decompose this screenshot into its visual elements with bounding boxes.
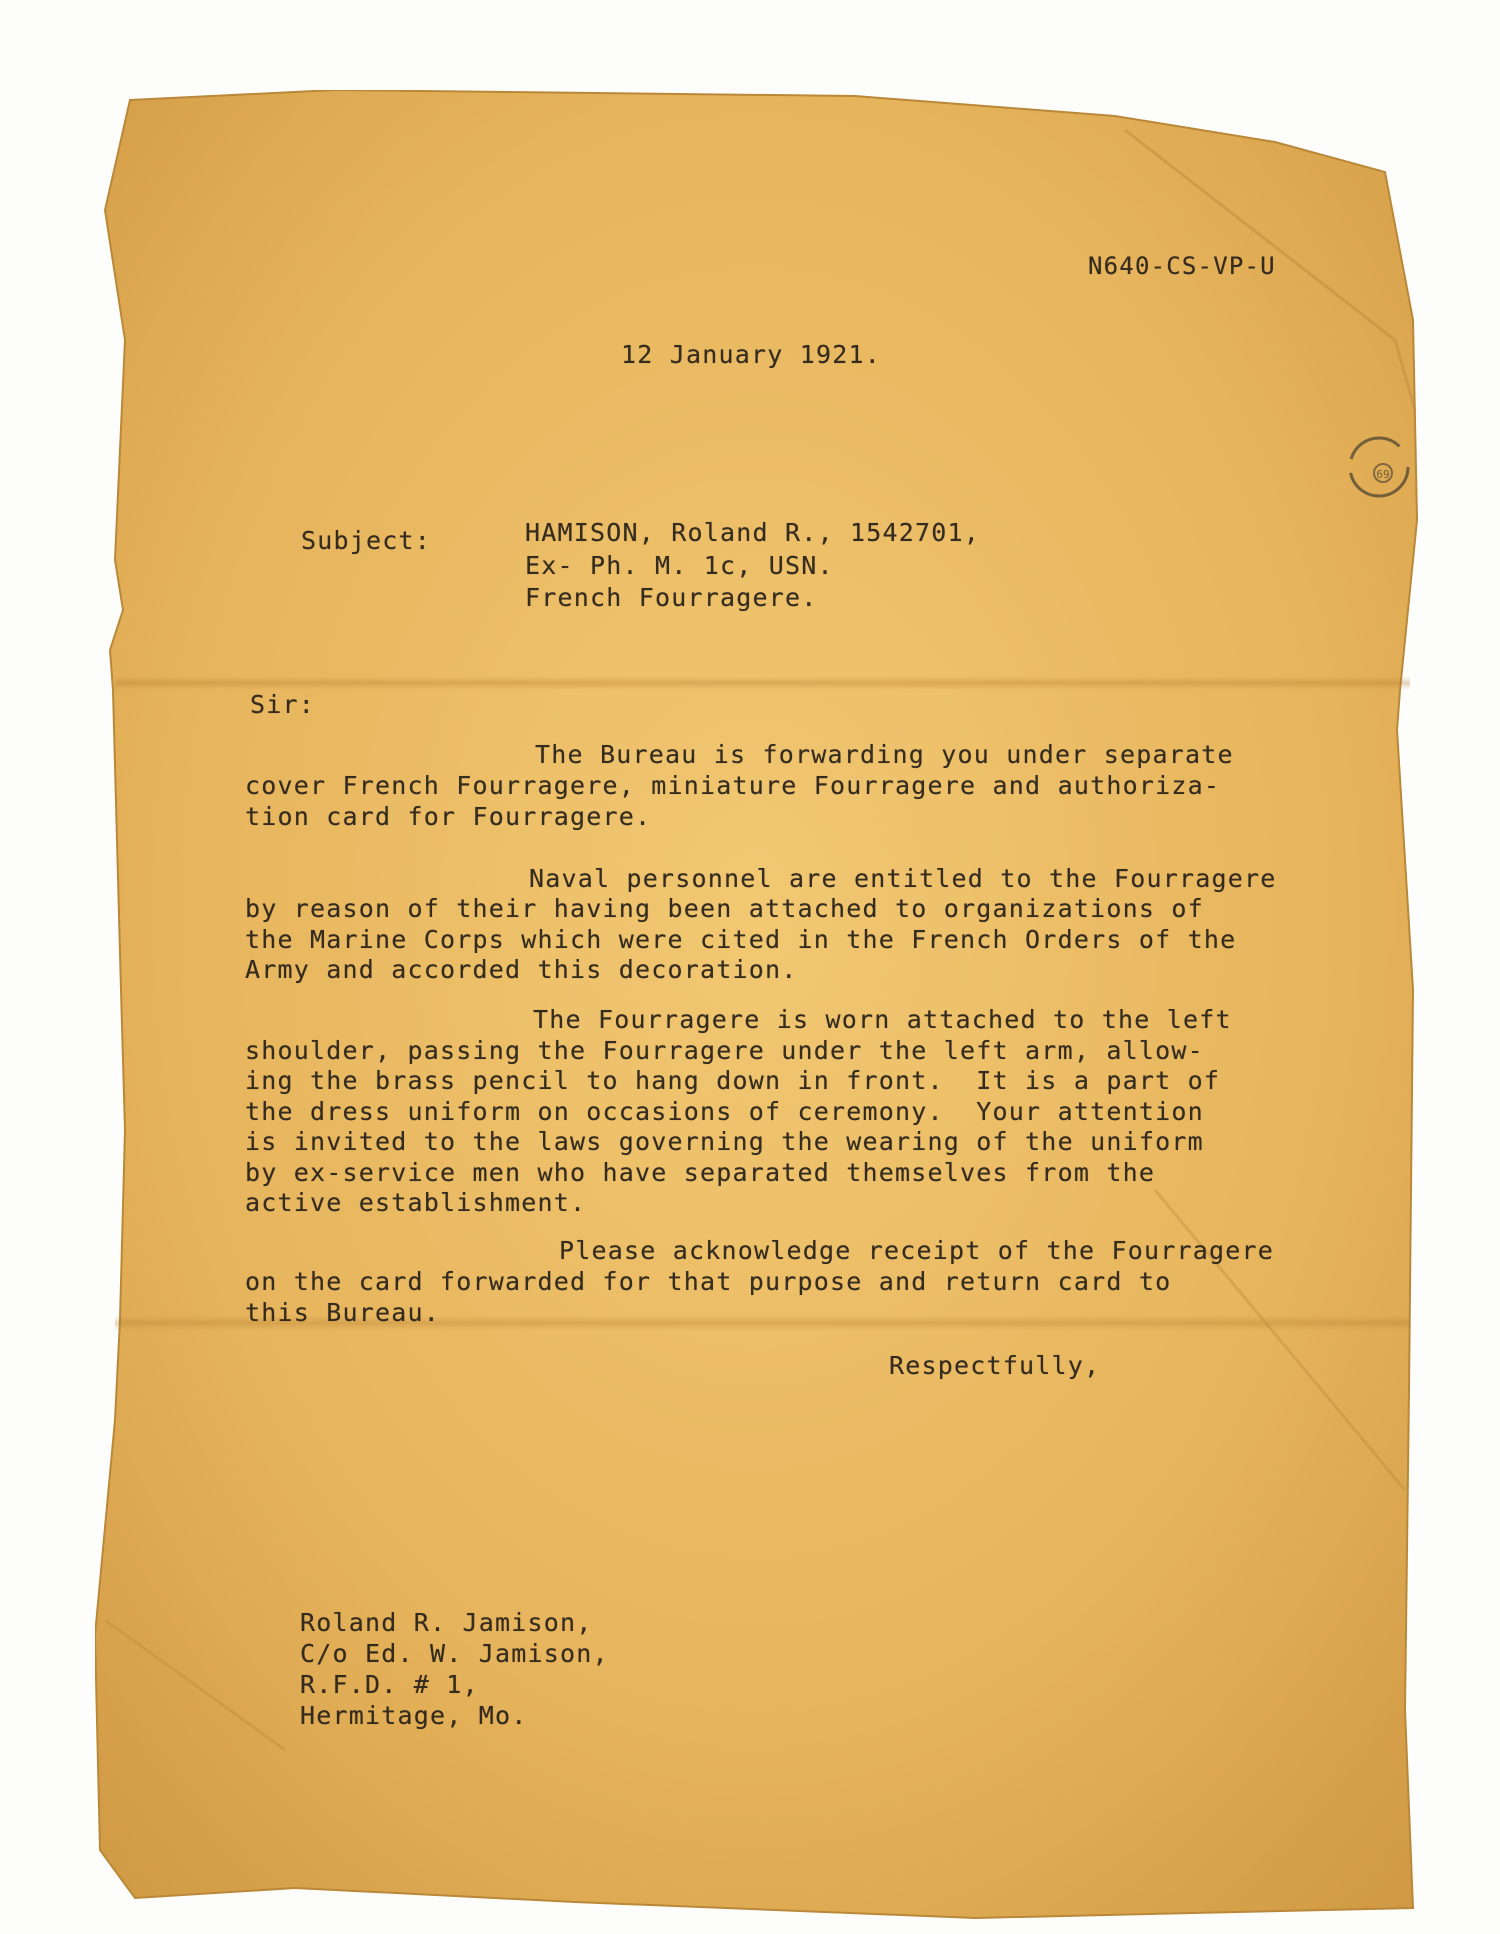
salutation: Sir: [250, 690, 316, 719]
body-line: The Fourragere is worn attached to the left [533, 1005, 1232, 1034]
body-line: ing the brass pencil to hang down in front. It is a part of [245, 1066, 1221, 1095]
body-line: Army and accorded this decoration. [245, 955, 798, 984]
file-reference: N640-CS-VP-U [1088, 252, 1276, 280]
letter-sheet [95, 90, 1445, 1920]
body-line: cover French Fourragere, miniature Fourragere and authoriza- [245, 771, 1221, 800]
letter-date: 12 January 1921. [621, 340, 882, 369]
body-line: is invited to the laws governing the wearing of the uniform [245, 1127, 1204, 1156]
body-line: tion card for Fourragere. [245, 802, 652, 831]
body-line: the dress uniform on occasions of ceremony. Your attention [245, 1097, 1204, 1126]
body-line: this Bureau. [245, 1298, 441, 1327]
address-line: Hermitage, Mo. [300, 1701, 528, 1730]
subject-line-3: French Fourragere. [525, 583, 818, 612]
body-line: by ex-service men who have separated themselves from the [245, 1158, 1156, 1187]
subject-label: Subject: [301, 526, 432, 555]
body-line: shoulder, passing the Fourragere under the left arm, allow- [245, 1036, 1204, 1065]
body-line: by reason of their having been attached to organizations of [245, 894, 1204, 923]
body-line: The Bureau is forwarding you under separate [535, 740, 1234, 769]
body-line: Naval personnel are entitled to the Fourragere [529, 864, 1277, 893]
address-line: Roland R. Jamison, [300, 1608, 593, 1637]
body-line: the Marine Corps which were cited in the French Orders of the [245, 925, 1237, 954]
body-line: Please acknowledge receipt of the Fourragere [559, 1236, 1275, 1265]
body-line: active establishment. [245, 1188, 587, 1217]
stamp-number: 69 [1376, 468, 1390, 481]
fold-line-upper [115, 676, 1410, 690]
subject-line-1: HAMISON, Roland R., 1542701, [525, 518, 981, 547]
stamp-mark [1345, 433, 1413, 501]
subject-line-2: Ex- Ph. M. 1c, USN. [525, 551, 834, 580]
body-line: on the card forwarded for that purpose and return card to [245, 1267, 1172, 1296]
closing: Respectfully, [889, 1351, 1101, 1380]
address-line: C/o Ed. W. Jamison, [300, 1639, 609, 1668]
address-line: R.F.D. # 1, [300, 1670, 479, 1699]
